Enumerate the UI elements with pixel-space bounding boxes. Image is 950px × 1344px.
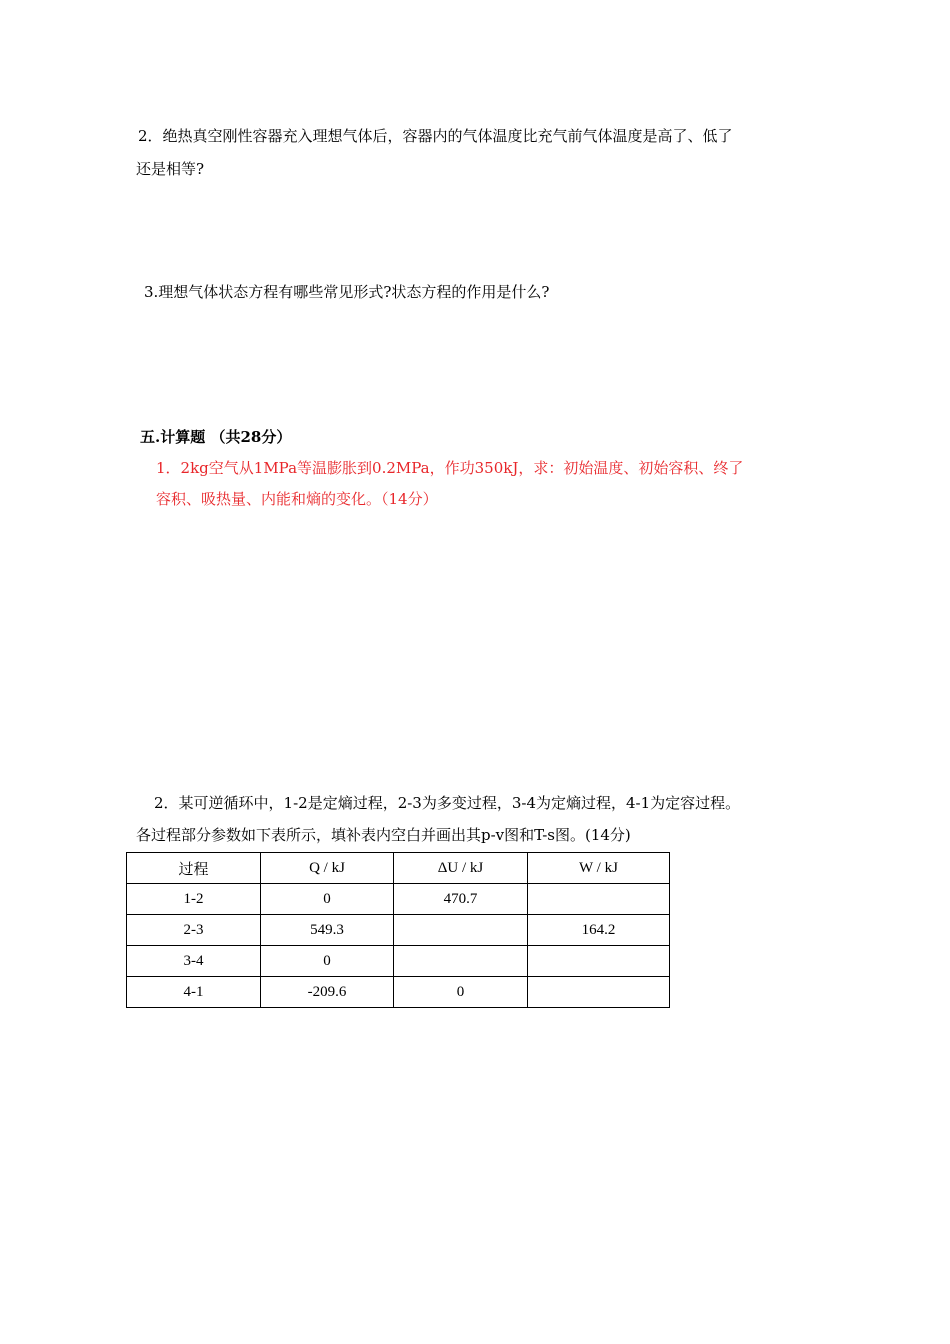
calc-problem-1-line-1: 1．2kg空气从1MPa等温膨胀到0.2MPa，作功350kJ，求：初始温度、初始容积、终了 [156, 459, 744, 477]
table-cell [394, 946, 528, 977]
table-cell: 3-4 [127, 946, 261, 977]
header-w: W / kJ [528, 853, 670, 884]
table-row [127, 884, 670, 915]
table-cell: 1-2 [127, 884, 261, 915]
table-cell: 0 [394, 977, 528, 1008]
calc-problem-2-line-1: 2．某可逆循环中，1-2是定熵过程，2-3为多变过程，3-4为定熵过程，4-1为定容过程。 [154, 794, 741, 812]
header-delta-u: ΔU / kJ [394, 853, 528, 884]
table-cell [528, 977, 670, 1008]
table-cell: 0 [261, 884, 394, 915]
table-cell: 470.7 [394, 884, 528, 915]
table-cell: -209.6 [261, 977, 394, 1008]
calc-problem-2-line-2: 各过程部分参数如下表所示，填补表内空白并画出其p-v图和T-s图。(14分) [136, 826, 631, 844]
question-3-line-1: 3.理想气体状态方程有哪些常见形式?状态方程的作用是什么? [144, 283, 550, 301]
table-cell [528, 884, 670, 915]
table-cell: 4-1 [127, 977, 261, 1008]
table-cell: 2-3 [127, 915, 261, 946]
table-cell: 549.3 [261, 915, 394, 946]
table-cell: 164.2 [528, 915, 670, 946]
section-5-title: 五.计算题 （共28分） [140, 428, 292, 446]
table-cell: 0 [261, 946, 394, 977]
calc-problem-1-line-2: 容积、吸热量、内能和熵的变化。（14分） [156, 490, 438, 508]
header-q: Q / kJ [261, 853, 394, 884]
table-cell [528, 946, 670, 977]
table-header-row [127, 853, 670, 884]
table-row [127, 977, 670, 1008]
process-parameters-table [126, 852, 670, 1008]
table-row [127, 915, 670, 946]
table-cell [394, 915, 528, 946]
header-process: 过程 [127, 853, 261, 884]
table-row [127, 946, 670, 977]
question-2-line-1: 2．绝热真空刚性容器充入理想气体后，容器内的气体温度比充气前气体温度是高了、低了 [138, 127, 733, 145]
question-2-line-2: 还是相等? [136, 160, 205, 178]
